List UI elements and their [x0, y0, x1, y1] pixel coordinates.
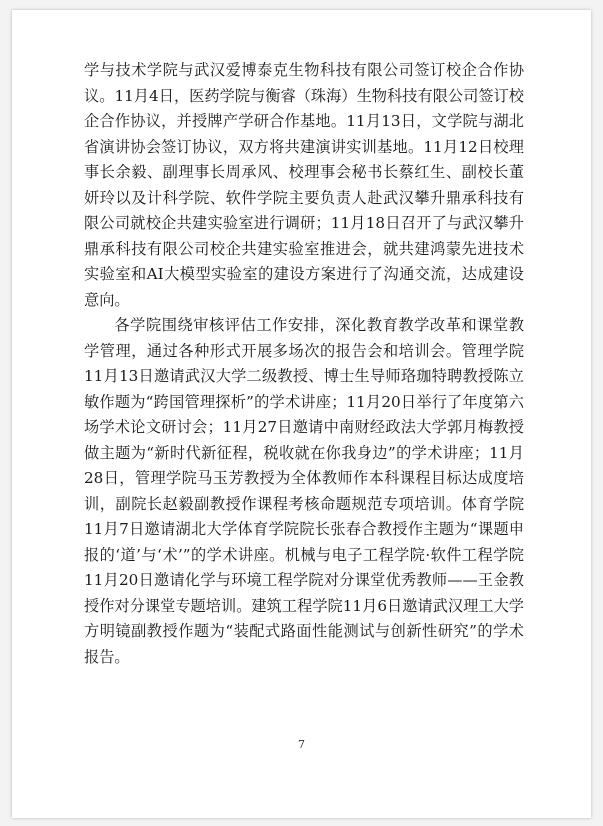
paragraph-school-enterprise-cooperation: 学与技术学院与武汉爱博泰克生物科技有限公司签订校企合作协议。11月4日，医药学院与衡睿（珠海）生物科技有限公司签订校企合作协议，并授牌产学研合作基地。11月13日，文学院与湖北省演讲协会签订协议，双方将共建演讲实训基地。11月12日校理事长余毅、副理事长周承风、校理事会秘书长蔡红生、副校长董妍玲以及计科学院、软件学院主要负责人赴武汉攀升鼎承科技有限公司就校企共建实验室进行调研；11月18日召开了与武汉攀升鼎承科技有限公司校企共建实验室推进会，就共建鸿蒙先进技术实验室和AI大模型实验室的建设方案进行了沟通交流，达成建设意向。	[84, 61, 524, 309]
page-number: 7	[298, 738, 305, 751]
document-body	[84, 58, 524, 670]
paragraph-lectures-and-training: 各学院围绕审核评估工作安排，深化教育教学改革和课堂教学管理，通过各种形式开展多场次的报告会和培训会。管理学院11月13日邀请武汉大学二级教授、博士生导师珞珈特聘教授陈立敏作题为“跨国管理探析”的学术讲座；11月20日举行了年度第六场学术论文研讨会；11月27日邀请中南财经政法大学郭月梅教授做主题为“新时代新征程，税收就在你我身边”的学术讲座；11月28日，管理学院马玉芳教授为全体教师作本科课程目标达成度培训，副院长赵毅副教授作课程考核命题规范专项培训。体育学院11月7日邀请湖北大学体育学院院长张春合教授作主题为“课题申报的‘道’与‘术’”的学术讲座。机械与电子工程学院·软件工程学院11月20日邀请化学与环境工程学院对分课堂优秀教师——王金教授作对分课堂专题培训。建筑工程学院11月6日邀请武汉理工大学方明镜副教授作题为“装配式路面性能测试与创新性研究”的学术报告。	[84, 316, 524, 666]
